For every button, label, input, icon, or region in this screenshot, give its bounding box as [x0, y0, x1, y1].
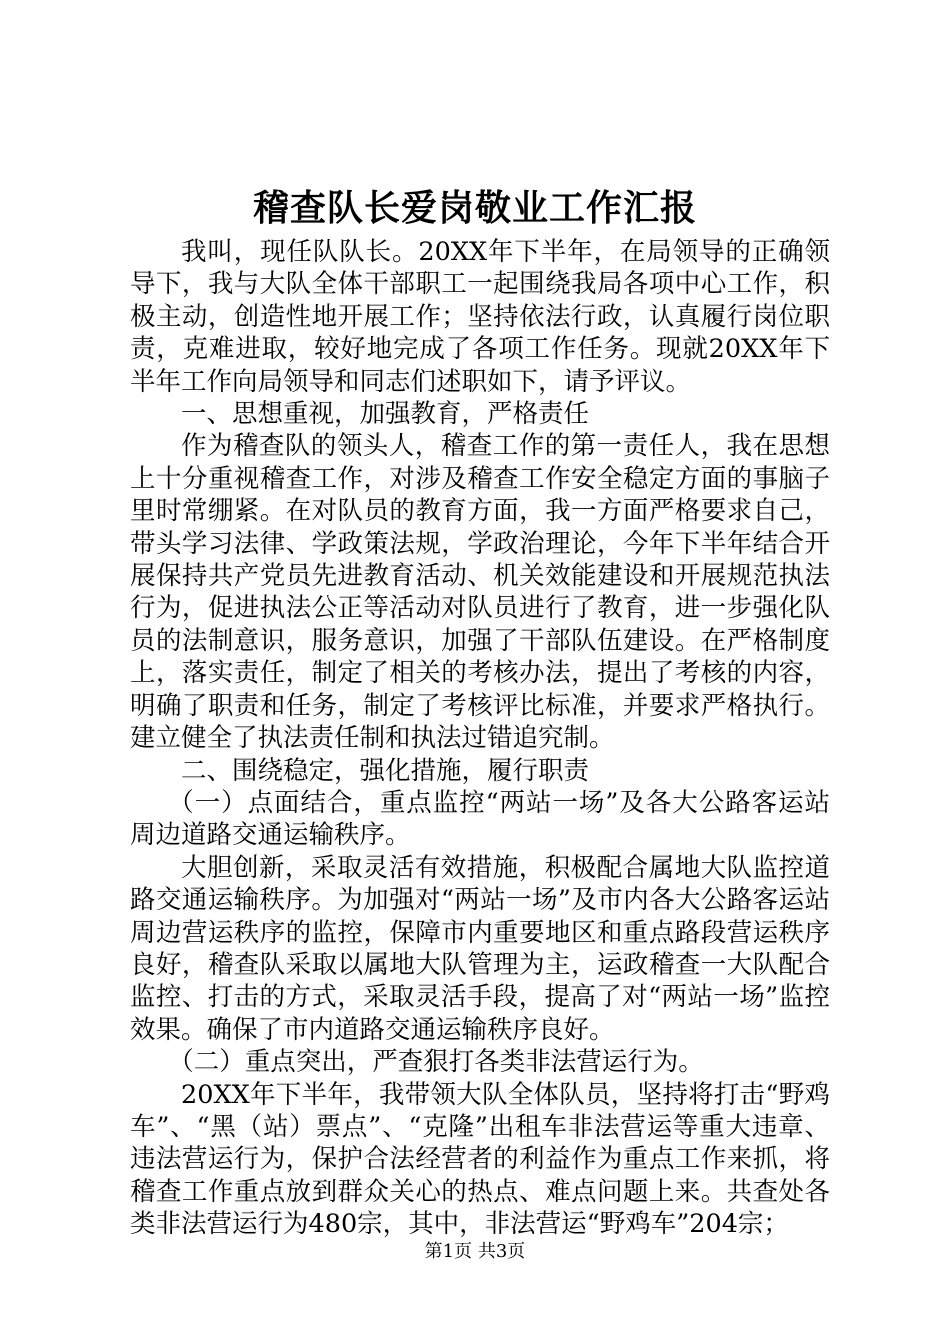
paragraph-intro: 我叫，现任队队长。20XX年下半年，在局领导的正确领导下，我与大队全体干部职工一起围绕我局各项中心工作，积极主动，创造性地开展工作；坚持依法行政，认真履行岗位职责，克难进取，较好地完成了各项工作任务。现就20XX年下半年工作向局领导和同志们述职如下，请予评议。 [130, 237, 830, 397]
document-title: 稽查队长爱岗敬业工作汇报 [252, 187, 697, 229]
paragraph-section-1: 作为稽查队的领头人，稽查工作的第一责任人，我在思想上十分重视稽查工作，对涉及稽查工作安全稳定方面的事脑子里时常绷紧。在对队员的教育方面，我一方面严格要求自己，带头学习法律、学政策法规，学政治理论，今年下半年结合开展保持共产党员先进教育活动、机关效能建设和开展规范执法行为，促进执法公正等活动对队员进行了教育，进一步强化队员的法制意识，服务意识，加强了干部队伍建设。在严格制度上，落实责任，制定了相关的考核办法，提出了考核的内容，明确了职责和任务，制定了考核评比标准，并要求严格执行。建立健全了执法责任制和执法过错追究制。 [130, 431, 830, 754]
section-heading-2: 二、围绕稳定，强化措施，履行职责 [181, 755, 590, 786]
paragraph-subsection-1: 大胆创新，采取灵活有效措施，积极配合属地大队监控道路交通运输秩序。为加强对“两站一场”及市内各大公路客运站周边营运秩序的监控，保障市内重要地区和重点路段营运秩序良好，稽查队采取以属地大队管理为主，运政稽查一大队配合监控、打击的方式，采取灵活手段，提高了对“两站一场”监控效果。确保了市内道路交通运输秩序良好。 [130, 852, 830, 1045]
subsection-heading-1: （一）点面结合，重点监控“两站一场”及各大公路客运站周边道路交通运输秩序。 [130, 787, 830, 851]
document-body [130, 236, 830, 1241]
page-footer: 第1页 共3页 [424, 1241, 526, 1262]
subsection-heading-2: （二）重点突出，严查狠打各类非法营运行为。 [168, 1047, 704, 1078]
paragraph-subsection-2: 20XX年下半年，我带领大队全体队员，坚持将打击“野鸡车”、“黑（站）票点”、“克隆”出租车非法营运等重大违章、违法营运行为，保护合法经营者的利益作为重点工作来抓，将稽查工作重点放到群众关心的热点、难点问题上来。共查处各类非法营运行为480宗，其中，非法营运“野鸡车”204宗； [130, 1079, 830, 1240]
section-heading-1: 一、思想重视，加强教育，严格责任 [181, 399, 590, 430]
